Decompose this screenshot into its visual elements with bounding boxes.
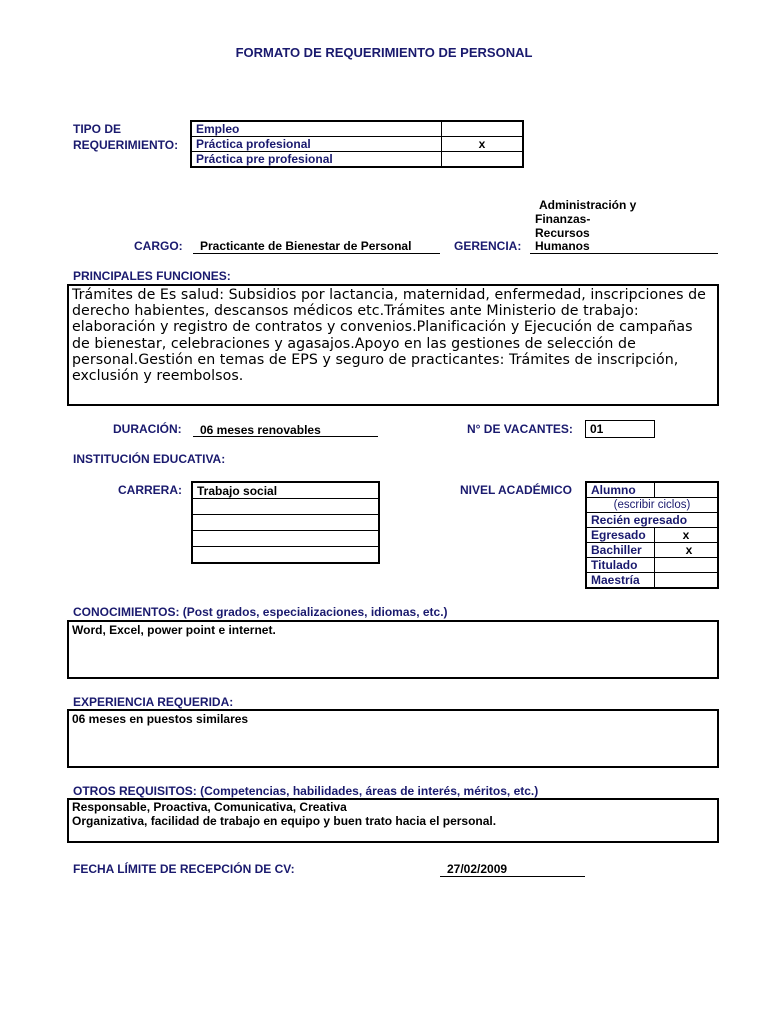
fecha-label: FECHA LÍMITE DE RECEPCIÓN DE CV: xyxy=(73,862,295,876)
tipo-label-line1: TIPO DE xyxy=(73,122,122,136)
tipo-option-row xyxy=(192,152,523,167)
nivel-row-label: Bachiller xyxy=(587,543,655,558)
nivel-ciclos[interactable]: (escribir ciclos) xyxy=(587,498,718,513)
nivel-row-label: Titulado xyxy=(587,558,655,573)
experiencia-label: EXPERIENCIA REQUERIDA: xyxy=(73,695,234,709)
carrera-cell[interactable]: Trabajo social xyxy=(193,483,379,499)
fecha-underline xyxy=(440,876,585,877)
carrera-cell[interactable] xyxy=(193,547,379,563)
duracion-underline xyxy=(193,436,378,437)
tipo-option-label: Práctica pre profesional xyxy=(192,152,442,167)
tipo-table xyxy=(191,121,523,167)
nivel-row-mark[interactable] xyxy=(655,558,718,573)
nivel-recien-egresado[interactable]: Recién egresado xyxy=(587,513,718,528)
funciones-text: Trámites de Es salud: Subsidios por lactancia, maternidad, enfermedad, inscripciones de derecho habientes, descansos médicos etc.Trámites ante Ministerio de trabajo: elaboración y registro de contratos y convenios.Planificación y Ejecución de campañas de bienestar, celebraciones y agasajos.Apoyo en las gestiones de selección de personal.Gestión en temas de EPS y seguro de practicantes: Trámites de inscripción, exclusión y reembolsos. xyxy=(72,287,706,385)
vacantes-label: N° DE VACANTES: xyxy=(467,422,573,436)
nivel-alumno-mark[interactable] xyxy=(655,483,718,498)
duracion-value[interactable]: 06 meses renovables xyxy=(200,423,321,437)
nivel-row-label: Egresado xyxy=(587,528,655,543)
carrera-cell[interactable] xyxy=(193,531,379,547)
tipo-label-line2: REQUERIMIENTO: xyxy=(73,138,179,152)
otros-label: OTROS REQUISITOS: (Competencias, habilidades, áreas de interés, méritos, etc.) xyxy=(73,784,539,798)
conocimientos-box[interactable] xyxy=(67,620,719,679)
conocimientos-label: CONOCIMIENTOS: (Post grados, especializaciones, idiomas, etc.) xyxy=(73,605,448,619)
experiencia-box[interactable] xyxy=(67,709,719,768)
fecha-value[interactable]: 27/02/2009 xyxy=(447,862,508,876)
tipo-option-row xyxy=(192,137,523,152)
tipo-option-mark[interactable] xyxy=(442,152,523,167)
gerencia-value-line: Recursos xyxy=(535,226,590,240)
otros-line1: Responsable, Proactiva, Comunicativa, Creativa xyxy=(72,800,347,814)
otros-box[interactable] xyxy=(67,798,719,843)
gerencia-underline xyxy=(530,253,718,254)
nivel-row-mark[interactable] xyxy=(655,573,718,588)
nivel-table xyxy=(586,482,718,588)
otros-line2: Organizativa, facilidad de trabajo en equipo y buen trato hacia el personal. xyxy=(72,814,497,828)
institucion-label: INSTITUCIÓN EDUCATIVA: xyxy=(73,452,226,466)
cargo-underline xyxy=(193,253,440,254)
carrera-label: CARRERA: xyxy=(118,483,182,497)
gerencia-value-line: Finanzas- xyxy=(535,212,591,226)
gerencia-label: GERENCIA: xyxy=(454,239,522,253)
tipo-option-label: Práctica profesional xyxy=(192,137,442,152)
nivel-label: NIVEL ACADÉMICO xyxy=(460,483,573,497)
funciones-label: PRINCIPALES FUNCIONES: xyxy=(73,269,231,283)
carrera-table xyxy=(192,482,379,563)
tipo-option-mark[interactable] xyxy=(442,122,523,137)
cargo-value[interactable]: Practicante de Bienestar de Personal xyxy=(200,239,412,253)
carrera-cell[interactable] xyxy=(193,515,379,531)
vacantes-box[interactable] xyxy=(585,420,655,438)
gerencia-value-line: Humanos xyxy=(535,239,590,253)
nivel-row-mark[interactable]: x xyxy=(655,543,718,558)
funciones-box[interactable] xyxy=(67,284,719,406)
gerencia-value-line: Administración y xyxy=(539,198,637,212)
duracion-label: DURACIÓN: xyxy=(113,422,182,436)
carrera-cell[interactable] xyxy=(193,499,379,515)
page-title: FORMATO DE REQUERIMIENTO DE PERSONAL xyxy=(235,45,533,60)
nivel-row-mark[interactable]: x xyxy=(655,528,718,543)
experiencia-text: 06 meses en puestos similares xyxy=(72,712,249,726)
tipo-option-mark[interactable]: x xyxy=(442,137,523,152)
nivel-alumno-label: Alumno xyxy=(587,483,655,498)
cargo-label: CARGO: xyxy=(134,239,183,253)
conocimientos-text: Word, Excel, power point e internet. xyxy=(72,623,276,637)
tipo-option-label: Empleo xyxy=(192,122,442,137)
nivel-row-label: Maestría xyxy=(587,573,655,588)
tipo-option-row xyxy=(192,122,523,137)
vacantes-value: 01 xyxy=(590,422,604,436)
